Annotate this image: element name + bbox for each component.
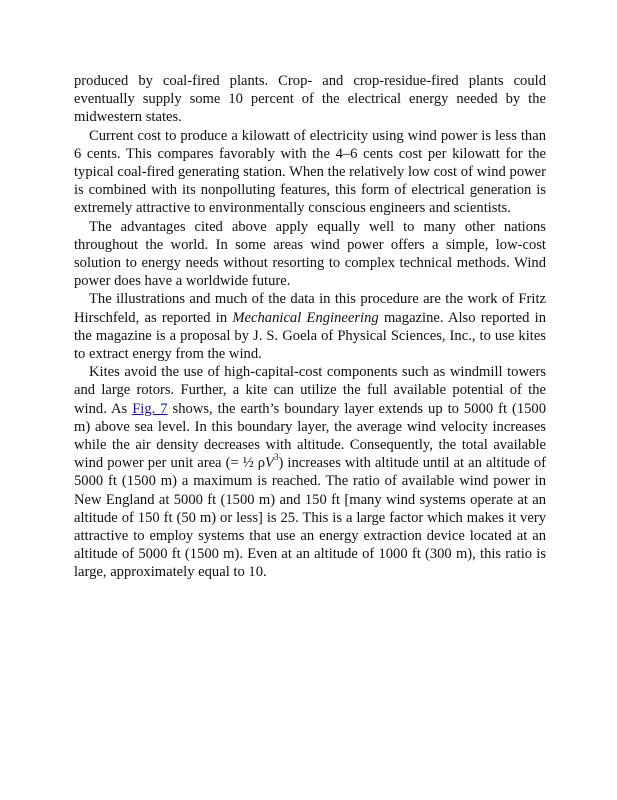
paragraph-2: Current cost to produce a kilowatt of electricity using wind power is less than 6 cents. This compares favorably with the 4–6 cents cost per kilowatt for the typical coal-fired generating station. When the relatively low cost of wind power is combined with its nonpolluting features, this form of electrical generation is extremely attractive to environmentally conscious engineers and scientists. (74, 127, 546, 217)
paragraph-5-text-c: ) increases with altitude until at an altitude of 5000 ft (1500 m) a maximum is reached. The ratio of available wind power in New England at 5000 ft (1500 m) and 150 ft [many wind systems operate at an altitude of 150 ft (50 m) or less] is 25. This is a large factor which makes it very attractive to employ systems that use an energy extraction device located at an altitude of 5000 ft (1500 m). Even at an altitude of 1000 ft (300 m), this ratio is large, approximately equal to 10. (74, 455, 546, 581)
paragraph-1: produced by coal-fired plants. Crop- and crop-residue-fired plants could eventually supply some 10 percent of the electrical energy needed by the midwestern states. (74, 73, 546, 126)
paragraph-4-text-a: The illustrations and much of the data in this procedure are the work of Fritz Hirschfeld, as reported in (74, 291, 546, 326)
document-page (74, 72, 546, 582)
paragraph-4-text-b: magazine. Also reported in the magazine is a proposal by J. S. Goela of Physical Sciences, Inc., to use kites to extract energy from the wind. (74, 309, 546, 363)
paragraph-5-text-b: shows, the earth’s boundary layer extends up to 5000 ft (1500 m) above sea level. In this boundary layer, the average wind velocity increases while the air density decreases with altitude. Consequently, the total available wind power per unit area (= ½ ρ (74, 400, 547, 472)
figure-7-link[interactable]: Fig. 7 (132, 400, 168, 417)
paragraph-4 (74, 290, 546, 363)
paragraph-5-text-a: Kites avoid the use of high-capital-cost components such as windmill towers and large rotors. Further, a kite can utilize the full available potential of the wind. As (74, 364, 546, 417)
paragraph-3: The advantages cited above apply equally well to many other nations throughout the world. In some areas wind power offers a simple, low-cost solution to energy needs without resorting to complex technical methods. Wind power does have a worldwide future. (74, 218, 546, 290)
exponent-3: 3 (273, 452, 279, 463)
magazine-title: Mechanical Engineering (232, 309, 379, 326)
velocity-variable: V (265, 455, 274, 472)
paragraph-5 (74, 363, 546, 581)
